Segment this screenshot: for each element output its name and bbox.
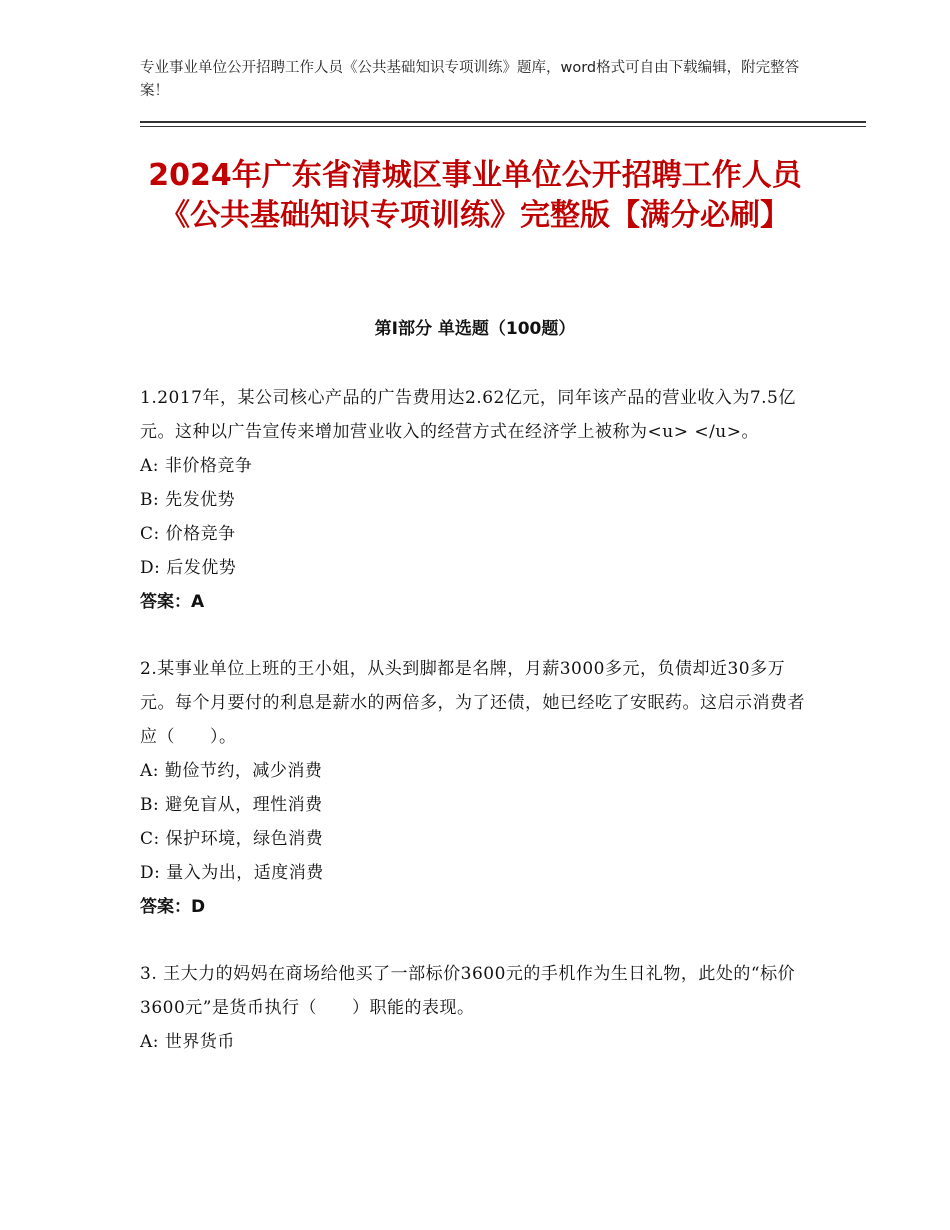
option-a: A: 非价格竞争 xyxy=(140,456,253,476)
question-text: 1.2017年，某公司核心产品的广告费用达2.62亿元，同年该产品的营业收入为7.5亿元。这种以广告宣传来增加营业收入的经营方式在经济学上被称为<u> </u>。 xyxy=(140,388,796,442)
header-rule-thin xyxy=(140,126,866,127)
document-title: 2024年广东省清城区事业单位公开招聘工作人员《公共基础知识专项训练》完整版【满分必刷】 xyxy=(148,158,802,233)
question-text: 2.某事业单位上班的王小姐，从头到脚都是名牌，月薪3000多元，负债却近30多万元。每个月要付的利息是薪水的两倍多，为了还债，她已经吃了安眠药。这启示消费者应（ ）。 xyxy=(140,659,805,747)
header-note: 专业事业单位公开招聘工作人员《公共基础知识专项训练》题库，word格式可自由下载编辑，附完整答案！ xyxy=(140,60,800,99)
header-rule-thick xyxy=(140,121,866,123)
option-b: B: 先发优势 xyxy=(140,490,236,510)
answer: 答案：A xyxy=(140,592,205,612)
question-3 xyxy=(140,957,810,1059)
question-2 xyxy=(140,652,810,924)
option-b: B: 避免盲从，理性消费 xyxy=(140,795,323,815)
question-1 xyxy=(140,381,810,619)
option-c: C: 价格竞争 xyxy=(140,524,236,544)
question-list xyxy=(140,381,810,1092)
option-d: D: 量入为出，适度消费 xyxy=(140,863,324,883)
option-a: A: 世界货币 xyxy=(140,1032,235,1052)
section-title: 第Ⅰ部分 单选题（100题） xyxy=(374,319,576,339)
option-d: D: 后发优势 xyxy=(140,558,237,578)
option-c: C: 保护环境，绿色消费 xyxy=(140,829,324,849)
option-a: A: 勤俭节约，减少消费 xyxy=(140,761,323,781)
question-text: 3. 王大力的妈妈在商场给他买了一部标价3600元的手机作为生日礼物，此处的“标价3600元”是货币执行（ ）职能的表现。 xyxy=(140,964,796,1018)
answer: 答案：D xyxy=(140,897,206,917)
